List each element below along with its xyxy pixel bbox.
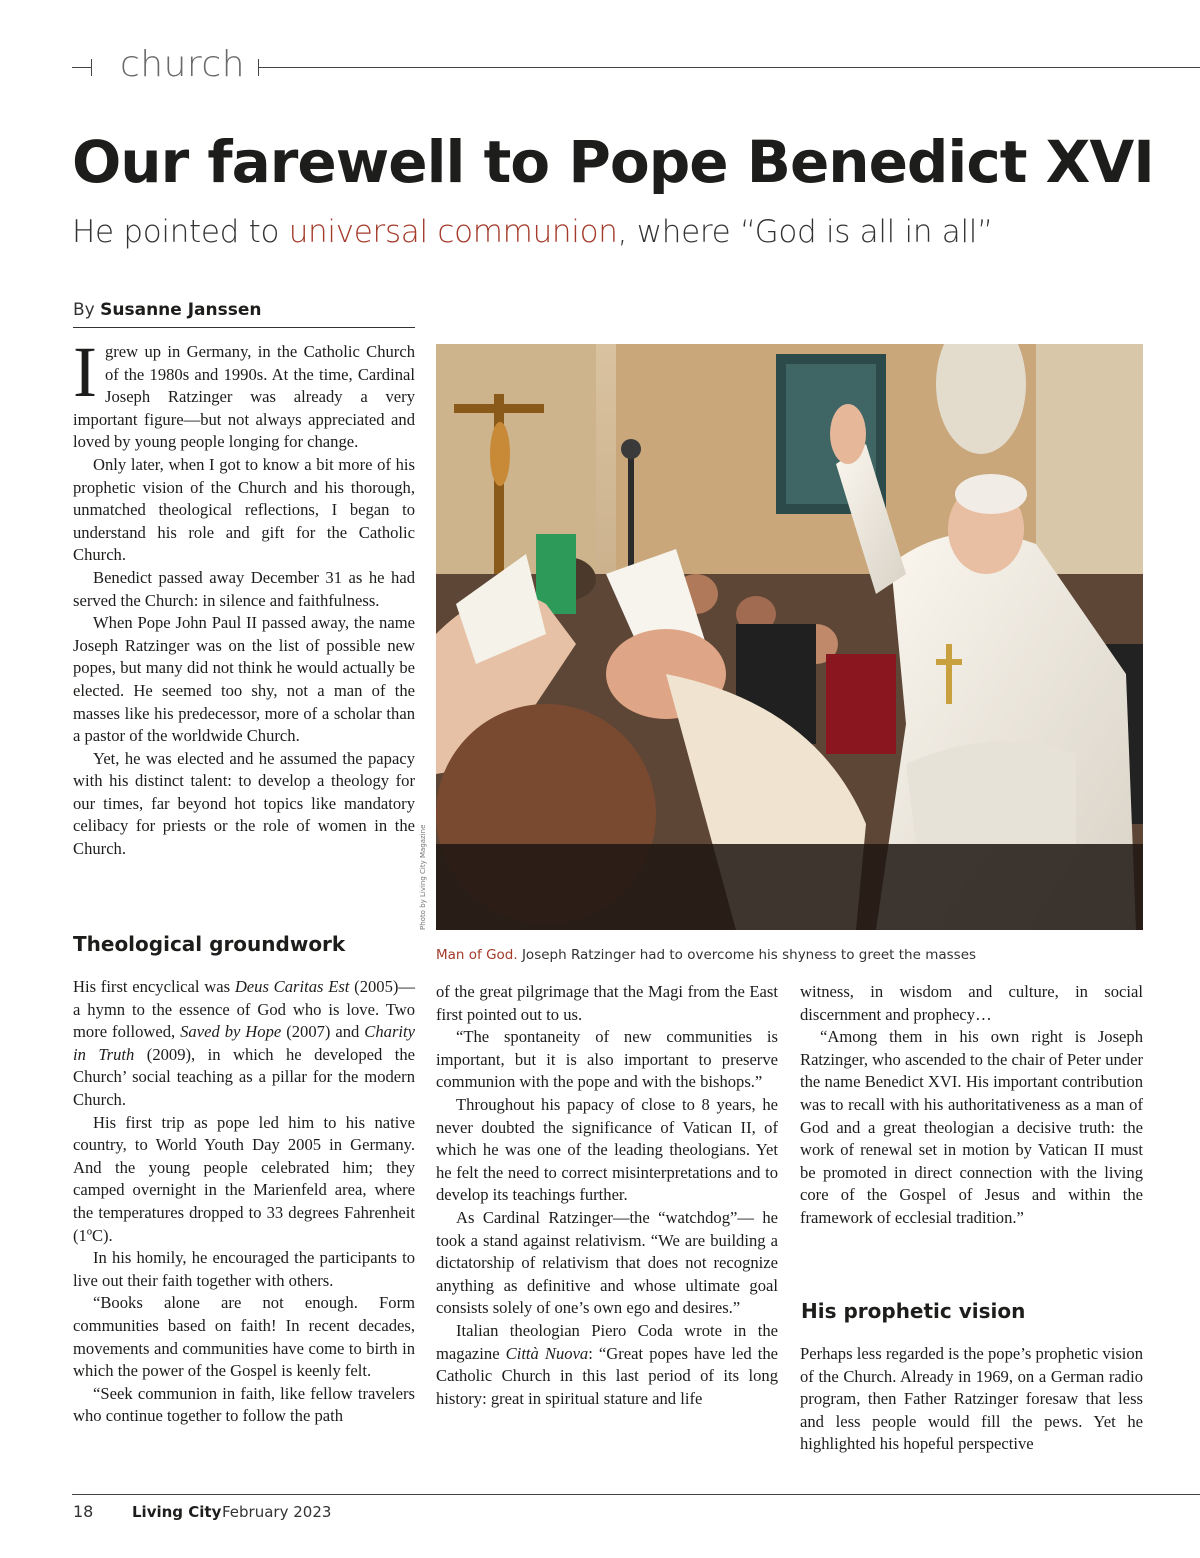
column3-paragraph-3: Perhaps less regarded is the pope’s prophetic vision of the Church. Already in 1969, on a German radio program, then Father Ratzinger foresaw that less and less people would fill the pews. Yet he highlighted his hopeful perspective	[800, 1344, 1143, 1454]
column2-p5-a: Italian theologian Piero Coda wrote in the magazine	[436, 1320, 778, 1363]
intro-paragraph-4: When Pope John Paul II passed away, the name Joseph Ratzinger was on the list of possible new popes, but many did not think he would actually be elected. He seemed too shy, not a man of the masses like his predecessor, more of a scholar than a pastor of the worldwide Church.	[73, 613, 415, 746]
groundwork-p1-d: (2009), in which he developed the Church’ social teaching as a pillar for the modern Church.	[73, 1044, 416, 1109]
subtitle	[72, 214, 993, 250]
intro-paragraph-3: Benedict passed away December 31 as he had served the Church: in silence and faithfulness.	[73, 567, 415, 610]
caption-lead: Man of God.	[436, 947, 518, 963]
title-citta-nuova: Città Nuova	[505, 1343, 589, 1363]
groundwork-p1-b: (2005)—a hymn to the essence of God who is love. Two more followed,	[73, 977, 415, 1042]
byline	[73, 300, 262, 320]
section-rule-left	[72, 67, 92, 68]
column-2	[436, 981, 778, 1410]
title-charity-in-truth: Charity in Truth	[73, 1022, 415, 1064]
intro-column	[73, 332, 415, 861]
column-1-lower	[73, 976, 415, 1428]
column2-paragraph-3: Throughout his papacy of close to 8 years, he never doubted the significance of Vatican II, of which he was one of the leading theologians. Yet he felt the need to correct misinterpretations and to develop its teachings further.	[436, 1094, 778, 1205]
subtitle-after: , where “God is all in all”	[617, 214, 993, 250]
column-3-lower	[800, 1343, 1143, 1456]
column3-paragraph-2: “Among them in his own right is Joseph Ratzinger, who ascended to the chair of Peter under the name Benedict XVI. His important contribution was to recall with his authoritativeness as a man of God and a great theologian a decisive truth: the work of renewal set in motion by Vatican II must be promoted in direct connection with the living core of the Gospel of Jesus and within the framework of ecclesial tradition.”	[800, 1027, 1143, 1227]
title-saved-by-hope: Saved by Hope	[180, 1022, 282, 1042]
groundwork-p1-c: (2007) and	[281, 1022, 365, 1042]
heading-prophetic-vision: His prophetic vision	[801, 1299, 1026, 1323]
groundwork-paragraph-3: In his homily, he encouraged the participants to live out their faith together with others.	[73, 1248, 415, 1290]
subtitle-before: He pointed to	[72, 214, 289, 250]
title-deus-caritas-est: Deus Caritas Est	[234, 977, 350, 996]
intro-paragraph-2: Only later, when I got to know a bit more of his prophetic vision of the Church and his thorough, unmatched theological reflections, I began to understand his role and gift for the Catholic Church.	[73, 454, 415, 565]
column2-p5-b: : “Great popes have led the Catholic Church in this last period of its long history: great in spiritual stature and life	[436, 1343, 778, 1408]
section-rule	[258, 67, 1200, 68]
magazine-name: Living City	[132, 1503, 222, 1521]
page-number: 18	[73, 1502, 94, 1521]
footer-rule	[72, 1494, 1200, 1495]
section-rule-left-tick	[91, 59, 92, 76]
column2-paragraph-1: of the great pilgrimage that the Magi from the East first pointed out to us.	[436, 982, 778, 1024]
section-label: church	[120, 44, 246, 85]
column2-paragraph-5	[436, 1320, 778, 1410]
column3-paragraph-1: witness, in wisdom and culture, in social discernment and prophecy…	[800, 982, 1143, 1024]
drop-cap: I	[73, 332, 97, 412]
pope-photo-illustration	[436, 344, 1143, 930]
intro-paragraph-1-text: grew up in Germany, in the Catholic Church of the 1980s and 1990s. At the time, Cardinal Joseph Ratzinger was already a very important figure—but not always appreciated and loved by young people longing for change.	[73, 342, 415, 452]
groundwork-paragraph-5: “Seek communion in faith, like fellow travelers who continue together to follow the path	[73, 1383, 415, 1426]
intro-paragraph-1	[73, 332, 415, 454]
column2-paragraph-4: As Cardinal Ratzinger—the “watchdog”— he took a stand against relativism. “We are building a dictatorship of relativism that does not recognize anything as definitive and whose ultimate goal consists solely of one’s own ego and desires.”	[436, 1207, 778, 1318]
photo-credit: Photo by Living City Magazine	[419, 824, 427, 930]
subtitle-highlight: universal communion	[288, 214, 618, 250]
pope-photo	[436, 344, 1143, 930]
heading-theological-groundwork: Theological groundwork	[73, 932, 346, 956]
column-3	[800, 981, 1143, 1230]
groundwork-p1-a: His first encyclical was	[73, 977, 235, 996]
caption-text: Joseph Ratzinger had to overcome his shyness to greet the masses	[517, 947, 977, 963]
groundwork-paragraph-1	[73, 976, 415, 1112]
byline-prefix: By	[73, 300, 95, 320]
groundwork-paragraph-2: His first trip as pope led him to his native country, to World Youth Day 2005 in Germany. And the young people celebrated him; they camped overnight in the Marienfeld area, where the temperatures dropped to 33 degrees Fahrenheit (1ºC).	[73, 1112, 415, 1245]
column2-paragraph-2: “The spontaneity of new communities is important, but it is also important to preserve communion with the pope and with the bishops.”	[436, 1027, 778, 1092]
groundwork-paragraph-4: “Books alone are not enough. Form communities based on faith! In recent decades, movements and communities have come to birth in which the power of the Gospel is keenly felt.	[73, 1293, 415, 1381]
intro-paragraph-5: Yet, he was elected and he assumed the papacy with his distinct talent: to develop a theology for our times, far beyond hot topics like mandatory celibacy for priests or the role of women in the Church.	[73, 748, 415, 859]
headline: Our farewell to Pope Benedict XVI	[72, 128, 1154, 196]
issue-date: February 2023	[222, 1503, 332, 1521]
byline-rule	[73, 327, 415, 328]
photo-caption	[436, 947, 976, 963]
byline-author: Susanne Janssen	[100, 300, 262, 320]
